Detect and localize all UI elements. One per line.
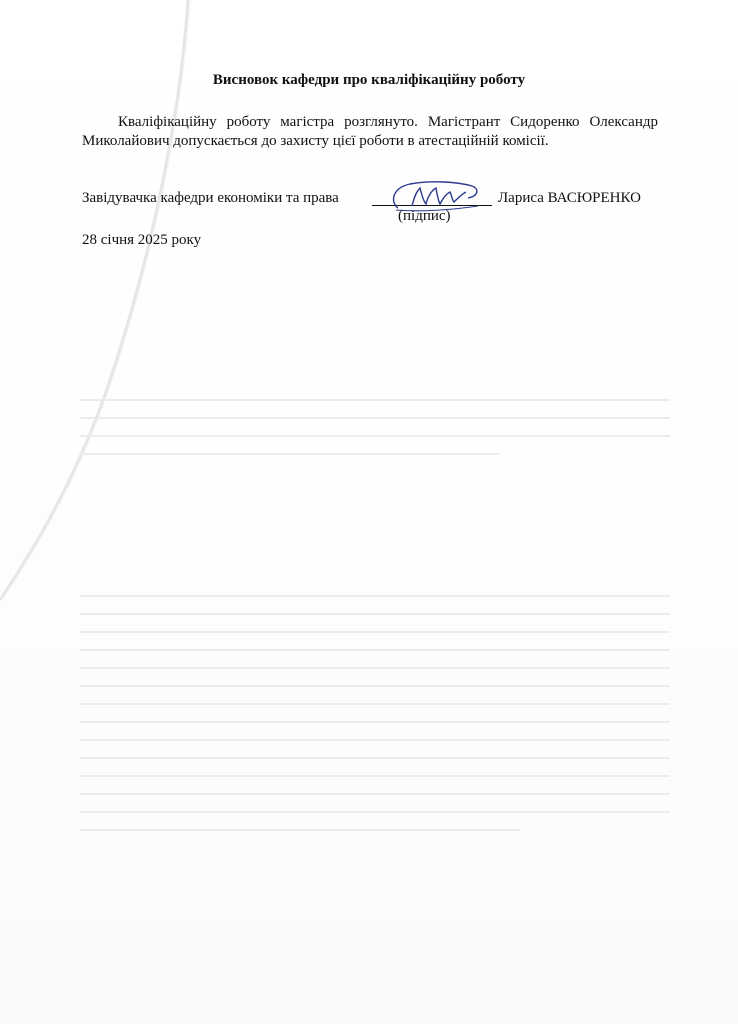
- document-title: Висновок кафедри про кваліфікаційну роботу: [212, 72, 526, 88]
- conclusion-paragraph: Кваліфікаційну роботу магістра розглянуто. Магістрант Сидоренко Олександр Миколайович допускається до захисту цієї роботи в атестаційній комісії.: [82, 114, 658, 149]
- signature-row: [82, 190, 672, 212]
- signatory-position: Завідувачка кафедри економіки та права: [82, 190, 339, 206]
- signatory-name: Лариса ВАСЮРЕНКО: [498, 190, 641, 206]
- signature-caption: (підпис): [398, 208, 451, 224]
- document-date: 28 січня 2025 року: [82, 232, 202, 248]
